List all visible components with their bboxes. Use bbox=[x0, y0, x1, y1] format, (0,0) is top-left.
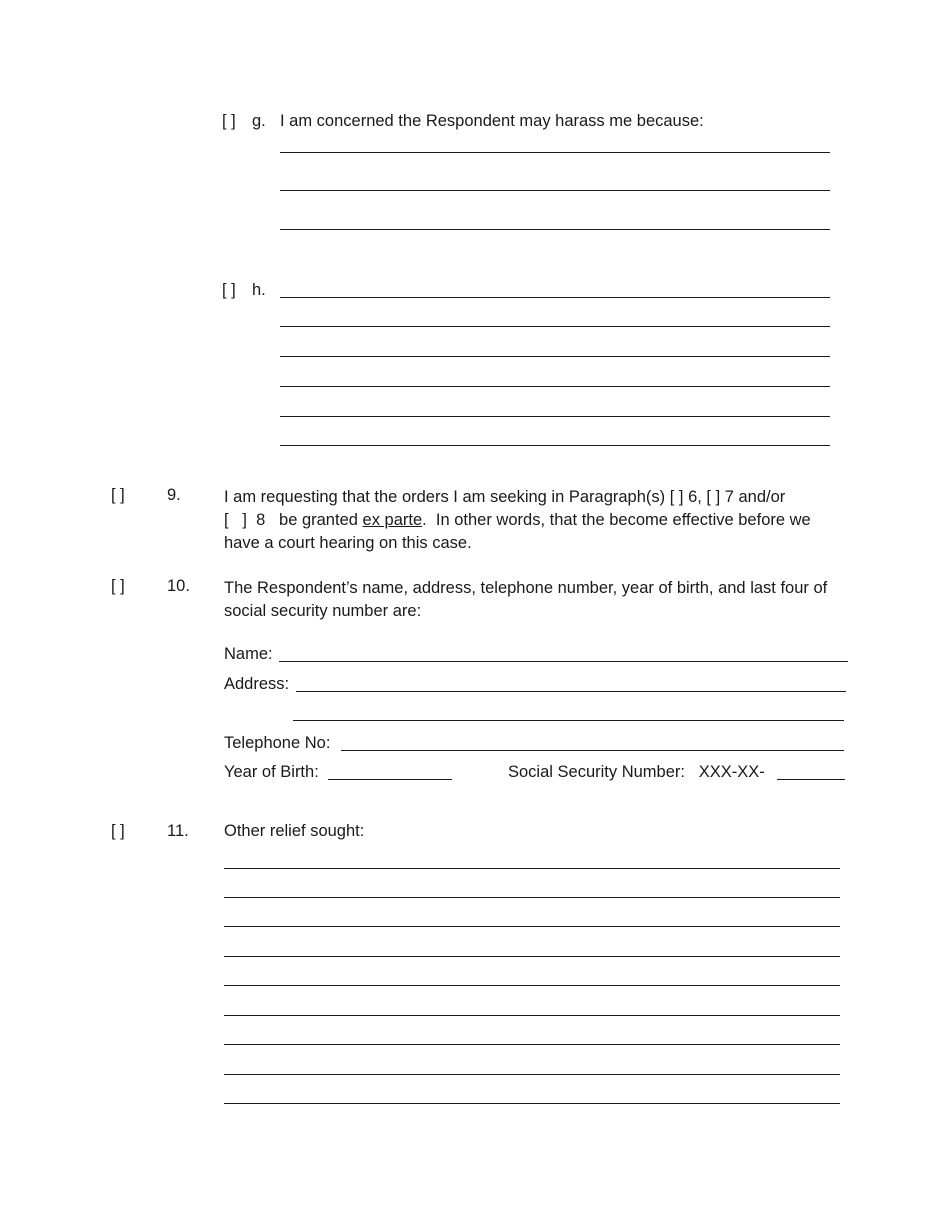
item-9-line-2-start: [ ] 8 be granted bbox=[224, 511, 363, 529]
telephone-label: Telephone No: bbox=[224, 734, 331, 752]
item-9-checkbox[interactable]: [ ] bbox=[111, 486, 125, 504]
item-9-paragraph bbox=[224, 486, 854, 555]
other-relief-blank-9[interactable] bbox=[224, 1103, 840, 1104]
other-relief-blank-7[interactable] bbox=[224, 1044, 840, 1045]
item-g-text: I am concerned the Respondent may harass me because: bbox=[280, 112, 704, 130]
year-of-birth-field[interactable] bbox=[328, 779, 452, 780]
ssn-last-four-field[interactable] bbox=[777, 779, 845, 780]
item-h-blank-4[interactable] bbox=[280, 386, 830, 387]
ex-parte-term: ex parte bbox=[362, 511, 423, 529]
item-g-blank-2[interactable] bbox=[280, 190, 830, 191]
item-h-checkbox[interactable]: [ ] bbox=[222, 281, 236, 299]
item-9-line-2 bbox=[224, 509, 854, 532]
ssn-label: Social Security Number: XXX-XX- bbox=[508, 763, 765, 781]
item-9-number: 9. bbox=[167, 486, 181, 504]
other-relief-blank-5[interactable] bbox=[224, 985, 840, 986]
other-relief-blank-3[interactable] bbox=[224, 926, 840, 927]
item-h-blank-6[interactable] bbox=[280, 445, 830, 446]
other-relief-blank-2[interactable] bbox=[224, 897, 840, 898]
item-11-checkbox[interactable]: [ ] bbox=[111, 822, 125, 840]
item-g-blank-3[interactable] bbox=[280, 229, 830, 230]
item-g-checkbox[interactable]: [ ] bbox=[222, 112, 236, 130]
item-10-line-1: The Respondent’s name, address, telephone number, year of birth, and last four of bbox=[224, 579, 828, 597]
item-h-blank-5[interactable] bbox=[280, 416, 830, 417]
item-10-paragraph bbox=[224, 577, 854, 623]
name-field[interactable] bbox=[279, 661, 848, 662]
item-h-blank-3[interactable] bbox=[280, 356, 830, 357]
address-label: Address: bbox=[224, 675, 290, 693]
telephone-field[interactable] bbox=[341, 750, 844, 751]
name-label: Name: bbox=[224, 645, 273, 663]
item-h-blank-2[interactable] bbox=[280, 326, 830, 327]
address-field-2[interactable] bbox=[293, 720, 844, 721]
item-10-checkbox[interactable]: [ ] bbox=[111, 577, 125, 595]
item-9-line-2-end: . In other words, that the become effective before we bbox=[422, 511, 811, 529]
item-g-letter: g. bbox=[252, 112, 266, 130]
other-relief-blank-6[interactable] bbox=[224, 1015, 840, 1016]
other-relief-blank-4[interactable] bbox=[224, 956, 840, 957]
item-h-letter: h. bbox=[252, 281, 266, 299]
year-of-birth-label: Year of Birth: bbox=[224, 763, 319, 781]
other-relief-blank-1[interactable] bbox=[224, 868, 840, 869]
item-11-number: 11. bbox=[167, 822, 189, 840]
address-field-1[interactable] bbox=[296, 691, 846, 692]
item-9-line-1: I am requesting that the orders I am seeking in Paragraph(s) [ ] 6, [ ] 7 and/or bbox=[224, 488, 786, 506]
item-10-line-2: social security number are: bbox=[224, 602, 422, 620]
item-g-blank-1[interactable] bbox=[280, 152, 830, 153]
item-10-number: 10. bbox=[167, 577, 190, 595]
other-relief-blank-8[interactable] bbox=[224, 1074, 840, 1075]
item-11-text: Other relief sought: bbox=[224, 822, 365, 840]
item-9-line-3: have a court hearing on this case. bbox=[224, 534, 472, 552]
item-h-blank-1[interactable] bbox=[280, 297, 830, 298]
